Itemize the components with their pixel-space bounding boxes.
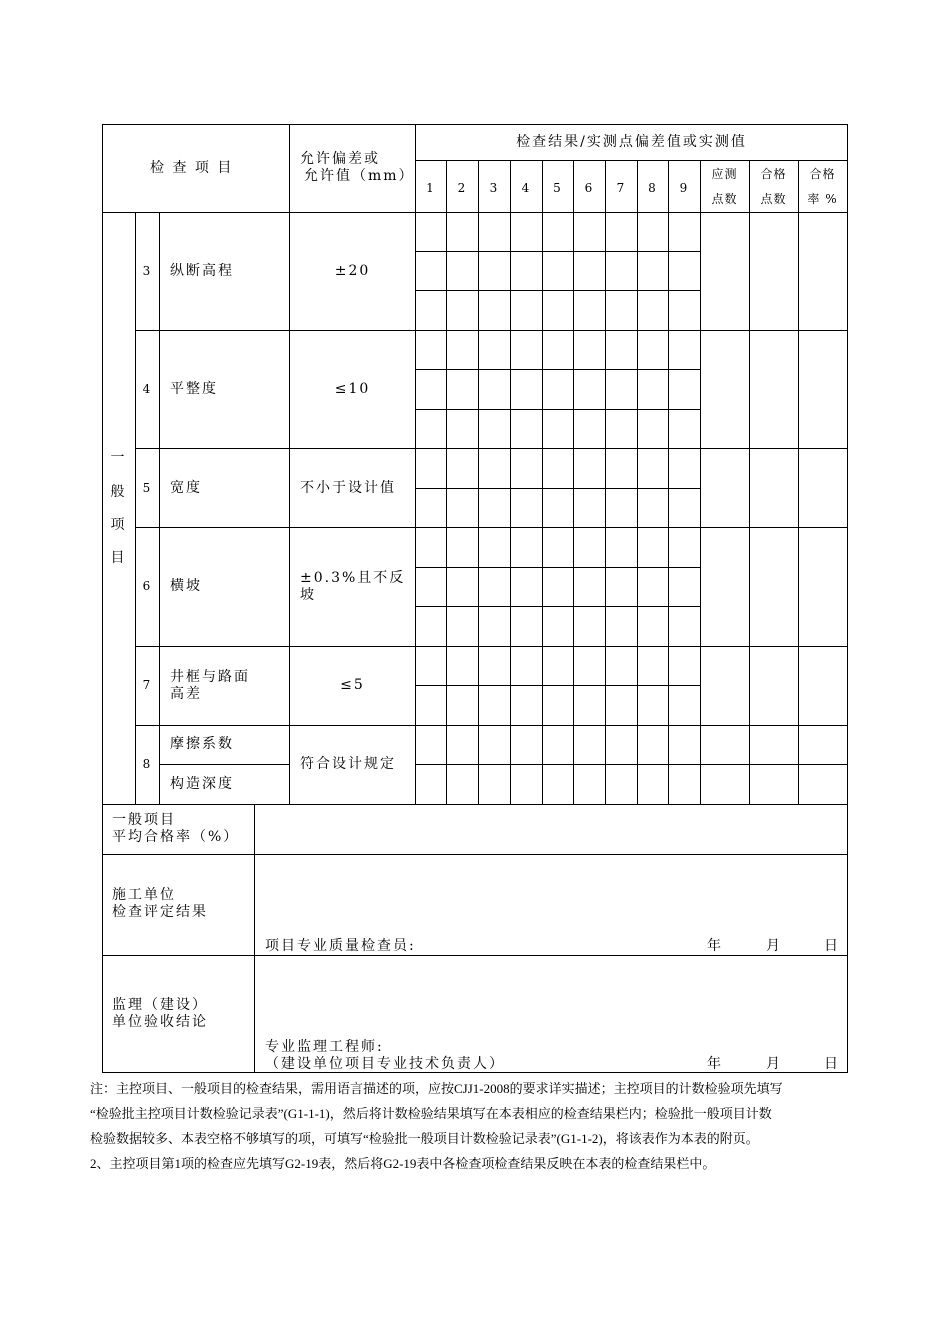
col-number: 1 [426, 181, 435, 195]
supervision-label: 监理（建设） [112, 997, 208, 1013]
item-number: 3 [142, 264, 152, 278]
group-char: 一 [110, 450, 127, 466]
date-month: 月 [766, 1056, 782, 1072]
note-line: 注：主控项目、一般项目的检查结果，需用语言描述的项，应按CJJ1-2008的要求详实描述；主控项目的计数检验项先填写 [90, 1081, 783, 1096]
date-year: 年 [707, 938, 723, 954]
col-number: 7 [616, 181, 626, 195]
item-tolerance: 不小于设计值 [300, 480, 396, 496]
quality-inspector-label: 项目专业质量检查员: [265, 938, 416, 954]
item-name: 横坡 [170, 578, 202, 594]
construction-label-2: 检查评定结果 [112, 904, 208, 920]
item-tolerance: ≤10 [334, 381, 371, 397]
item-number: 5 [142, 481, 152, 495]
item-number: 4 [142, 382, 152, 396]
construction-label: 施工单位 [112, 887, 176, 903]
col-number: 6 [584, 181, 594, 195]
avg-pass-rate-label-2: 平均合格率（%） [112, 829, 240, 845]
date-month: 月 [766, 938, 782, 954]
results-header: 检查结果/实测点偏差值或实测值 [516, 134, 747, 150]
item-number: 8 [142, 757, 152, 771]
col-number: 3 [489, 181, 499, 195]
item-tolerance-2: 坡 [300, 587, 316, 603]
pass-points-header: 合格 [760, 167, 787, 181]
item-tolerance: 符合设计规定 [300, 756, 396, 772]
col-number: 2 [457, 181, 467, 195]
item-name: 宽度 [170, 480, 202, 496]
item-name-2: 高差 [170, 686, 202, 702]
col-number: 5 [553, 181, 562, 195]
date-day: 日 [824, 1056, 840, 1072]
item-tolerance: ≤5 [340, 677, 365, 693]
avg-pass-rate-label: 一般项目 [112, 812, 176, 828]
item-tolerance: ±0.3%且不反 [300, 570, 406, 586]
item-number: 7 [142, 678, 152, 692]
tolerance-header-line2: 允许值（mm） [304, 168, 415, 184]
item-name: 井框与路面 [170, 669, 250, 685]
note-line: 检验数据较多、本表空格不够填写的项，可填写“检验批一般项目计数检验记录表”(G1-1-2)，将该表作为本表的附页。 [90, 1131, 759, 1146]
item-name: 平整度 [170, 381, 218, 397]
supervising-engineer-label: 专业监理工程师: [265, 1039, 384, 1055]
note-line: 2、主控项目第1项的检查应先填写G2-19表，然后将G2-19表中各检查项检查结果反映在本表的检查结果栏中。 [90, 1156, 716, 1171]
inspection-item-header: 检 查 项 目 [150, 160, 234, 176]
pass-rate-header: 合格 [809, 167, 836, 181]
group-char: 目 [110, 550, 127, 566]
note-line: “检验批主控项目计数检验记录表”(G1-1-1)，然后将计数检验结果填写在本表相应的检查结果栏内；检验批一般项目计数 [90, 1106, 772, 1121]
col-number: 9 [679, 181, 689, 195]
group-char: 项 [110, 517, 127, 533]
should-points-header: 应测 [711, 167, 738, 181]
item-number: 6 [142, 579, 152, 593]
should-points-header-2: 点数 [711, 192, 738, 206]
item-name: 纵断高程 [170, 263, 234, 279]
pass-points-header-2: 点数 [760, 192, 787, 206]
item-name-2: 构造深度 [170, 776, 234, 792]
supervision-label-2: 单位验收结论 [112, 1014, 208, 1030]
pass-rate-header-2: 率 % [807, 192, 838, 206]
date-year: 年 [707, 1056, 723, 1072]
col-number: 8 [648, 181, 657, 195]
group-char: 般 [110, 484, 127, 500]
date-day: 日 [824, 938, 840, 954]
col-number: 4 [521, 181, 531, 195]
item-name: 摩擦系数 [170, 736, 234, 752]
item-tolerance: ±20 [334, 263, 371, 279]
owner-technical-lead-label: （建设单位项目专业技术负责人） [265, 1056, 505, 1072]
tolerance-header-line1: 允许偏差或 [300, 151, 380, 167]
